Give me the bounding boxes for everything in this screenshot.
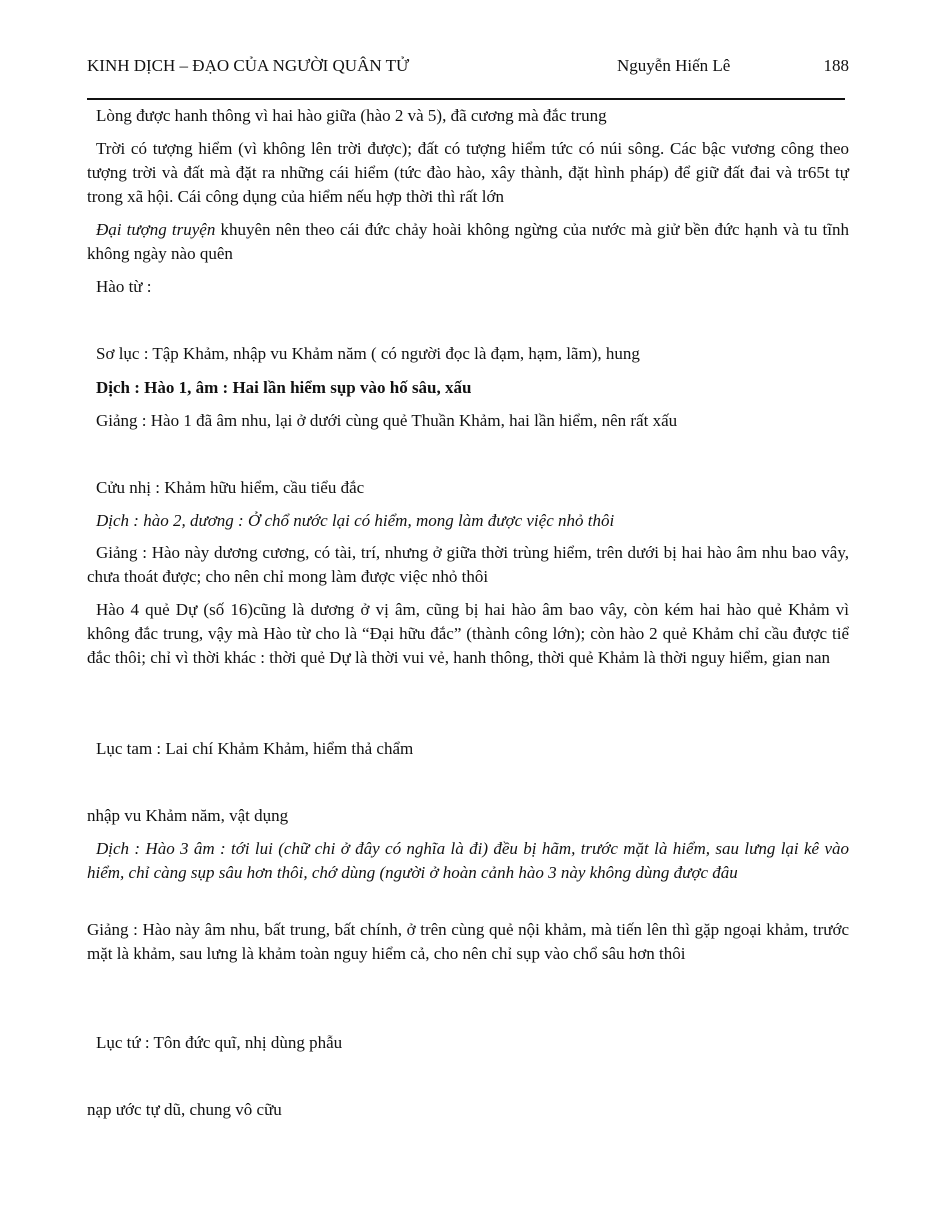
translation-heading: Dịch : Hào 1, âm : Hai lần hiểm sụp vào hố sâu, xấu [96, 378, 472, 397]
line-verse: Sơ lục : Tập Khảm, nhập vu Khảm năm ( có người đọc là đạm, hạm, lãm), hung [96, 344, 640, 363]
page-number: 188 [823, 56, 849, 75]
commentary: Hào 4 quẻ Dự (số 16)cũng là dương ở vị âm, cũng bị hai hào âm bao vây, còn kém hai hào quẻ Khảm vì không đắc trung, vậy mà Hào từ cho là “Đại hữu đắc” (thành công lớn); còn hào 2 quẻ Khảm chỉ cầu được tiể đắc thôi; chỉ vì thời khác : thời quẻ Dự là thời vui vẻ, hanh thông, thời quẻ Khảm là thời nguy hiểm, gian nan [87, 600, 849, 667]
paragraph-text: khuyên nên theo cái đức chảy hoài không ngừng của nước mà giử bền đức hạnh và tu tĩnh không ngày nào quên [87, 220, 849, 263]
line-verse: Lục tam : Lai chí Khảm Khảm, hiểm thả chẩm [96, 739, 414, 758]
line-verse-continued: nạp ước tự dũ, chung vô cữu [87, 1100, 282, 1119]
translation-line: Dịch : hào 2, dương : Ở chổ nước lại có hiểm, mong làm được việc nhỏ thôi [96, 511, 615, 530]
header-divider [87, 98, 845, 100]
paragraph: Trời có tượng hiểm (vì không lên trời được); đất có tượng hiểm tức có núi sông. Các bậc vương công theo tượng trời và đất mà đặt ra những cái hiểm (tức đào hào, xây thành, đặt hình pháp) để giữ đất đai và tr65t tự trong xã hội. Cái công dụng của hiểm nếu hợp thời thì rất lớn [87, 139, 849, 206]
paragraph [87, 218, 849, 266]
page-header [87, 56, 849, 82]
line-verse-continued: nhập vu Khảm năm, vật dụng [87, 806, 289, 825]
section-label: Hào từ : [96, 277, 152, 296]
translation-line: Dịch : Hào 3 âm : tới lui (chữ chi ở đây có nghĩa là đi) đều bị hãm, trước mặt là hiểm, sau lưng lại kê vào hiểm, chỉ càng sụp sâu hơn thôi, chớ dùng (người ở hoàn cảnh hào 3 này không dùng được đâu [87, 839, 849, 882]
commentary: Giảng : Hào này dương cương, có tài, trí, nhưng ở giữa thời trùng hiểm, trên dưới bị hai hào âm nhu bao vây, chưa thoát được; cho nên chỉ mong làm được việc nhỏ thôi [87, 543, 849, 586]
commentary: Giảng : Hào 1 đã âm nhu, lại ở dưới cùng quẻ Thuần Khảm, hai lần hiểm, nên rất xấu [96, 411, 678, 430]
commentary: Giảng : Hào này âm nhu, bất trung, bất chính, ở trên cùng quẻ nội khảm, mà tiến lên thì gặp ngoại khảm, trước mặt là khảm, sau lưng là khảm toàn nguy hiểm cả, cho nên chỉ sụp vào chổ sâu hơn thôi [87, 920, 849, 963]
book-title: KINH DỊCH – ĐẠO CỦA NGƯỜI QUÂN TỬ [87, 56, 410, 75]
line-verse: Lục tứ : Tôn đức quĩ, nhị dùng phẫu [96, 1033, 343, 1052]
paragraph: Lòng được hanh thông vì hai hào giữa (hào 2 và 5), đã cương mà đắc trung [96, 106, 607, 125]
line-verse: Cửu nhị : Khảm hữu hiểm, cầu tiểu đắc [96, 478, 365, 497]
author-name: Nguyễn Hiến Lê [617, 56, 731, 75]
emphasis-text: Đại tượng truyện [96, 220, 216, 239]
document-page [87, 56, 849, 1119]
